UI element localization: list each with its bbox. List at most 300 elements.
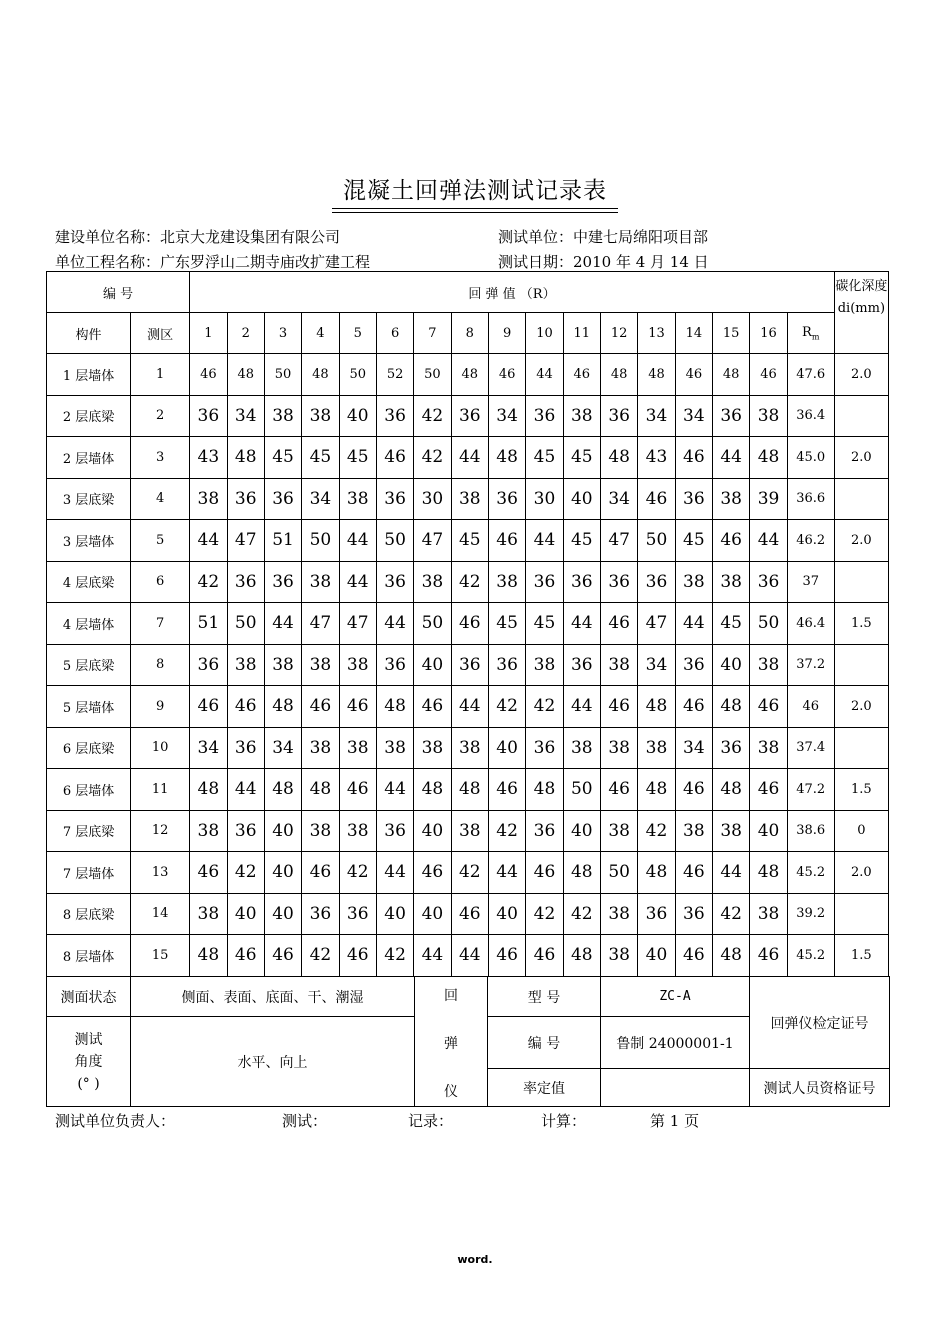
cell-rebound-value: 46 xyxy=(675,852,712,894)
cell-rebound-value: 47 xyxy=(638,603,675,645)
cell-member: 8 层墙体 xyxy=(47,935,131,977)
cell-rebound-value: 38 xyxy=(750,395,787,437)
cell-member: 1 层墙体 xyxy=(47,354,131,396)
cell-rebound-value: 50 xyxy=(302,520,339,562)
cell-zone: 10 xyxy=(131,727,190,769)
cell-rebound-value: 44 xyxy=(713,852,750,894)
cell-rebound-value: 38 xyxy=(264,395,301,437)
cell-rebound-value: 46 xyxy=(190,852,227,894)
cell-member: 7 层底梁 xyxy=(47,810,131,852)
footer-tester: 测试： xyxy=(282,1112,328,1130)
cell-rebound-value: 46 xyxy=(376,437,413,479)
cell-rebound-value: 36 xyxy=(227,478,264,520)
cell-rebound-value: 46 xyxy=(488,769,525,811)
cell-zone: 15 xyxy=(131,935,190,977)
cell-rebound-value: 42 xyxy=(190,561,227,603)
cell-rebound-value: 46 xyxy=(302,852,339,894)
table-row xyxy=(47,644,889,686)
cell-rebound-value: 36 xyxy=(376,561,413,603)
table-row xyxy=(47,561,889,603)
cell-rebound-value: 44 xyxy=(190,520,227,562)
cell-rebound-value: 40 xyxy=(488,727,525,769)
cell-rebound-value: 46 xyxy=(600,603,637,645)
cell-rebound-value: 48 xyxy=(376,686,413,728)
cell-carbonation: 2.0 xyxy=(834,686,888,728)
cell-rebound-value: 50 xyxy=(638,520,675,562)
cell-rebound-value: 46 xyxy=(526,935,563,977)
table-row xyxy=(47,478,889,520)
cell-zone: 14 xyxy=(131,893,190,935)
cell-rebound-value: 42 xyxy=(302,935,339,977)
cell-rebound-value: 38 xyxy=(302,727,339,769)
cell-rebound-value: 47 xyxy=(600,520,637,562)
cell-rebound-value: 48 xyxy=(190,935,227,977)
cell-rebound-value: 38 xyxy=(563,727,600,769)
cell-rebound-value: 38 xyxy=(190,893,227,935)
header-col-14: 14 xyxy=(675,313,712,354)
table-row xyxy=(47,354,889,396)
cell-rm: 47.2 xyxy=(787,769,834,811)
cell-zone: 5 xyxy=(131,520,190,562)
title-underline xyxy=(332,208,618,209)
cell-rebound-value: 38 xyxy=(750,893,787,935)
cell-zone: 11 xyxy=(131,769,190,811)
cell-rebound-value: 38 xyxy=(264,644,301,686)
cell-carbonation: 0 xyxy=(834,810,888,852)
cell-rebound-value: 47 xyxy=(339,603,376,645)
cell-rebound-value: 48 xyxy=(713,935,750,977)
cell-rebound-value: 40 xyxy=(638,935,675,977)
header-col-3: 3 xyxy=(264,313,301,354)
cell-rebound-value: 46 xyxy=(600,769,637,811)
cell-rebound-value: 45 xyxy=(302,437,339,479)
cell-rebound-value: 48 xyxy=(451,769,488,811)
header-col-15: 15 xyxy=(713,313,750,354)
cell-rm: 47.6 xyxy=(787,354,834,396)
rebound-table xyxy=(46,271,889,977)
cell-rebound-value: 45 xyxy=(563,437,600,479)
cell-member: 6 层墙体 xyxy=(47,769,131,811)
cell-rm: 46 xyxy=(787,686,834,728)
cell-rebound-value: 36 xyxy=(190,395,227,437)
cell-rebound-value: 34 xyxy=(488,395,525,437)
surface-label: 测面状态 xyxy=(47,977,131,1017)
cell-rebound-value: 50 xyxy=(227,603,264,645)
cell-rebound-value: 48 xyxy=(750,852,787,894)
cell-zone: 4 xyxy=(131,478,190,520)
cell-rebound-value: 48 xyxy=(713,769,750,811)
angle-value: 水平、向上 xyxy=(131,1017,415,1107)
header-col-11: 11 xyxy=(563,313,600,354)
build-unit: 建设单位名称：北京大龙建设集团有限公司 xyxy=(55,228,341,246)
table-row xyxy=(47,769,889,811)
header-col-2: 2 xyxy=(227,313,264,354)
cell-rebound-value: 40 xyxy=(414,644,451,686)
cell-rebound-value: 46 xyxy=(750,935,787,977)
cell-rebound-value: 44 xyxy=(376,603,413,645)
cell-rebound-value: 44 xyxy=(414,935,451,977)
cell-rebound-value: 48 xyxy=(638,852,675,894)
instrument-char-1: 回 xyxy=(444,988,458,1004)
cert-instrument: 回弹仪检定证号 xyxy=(750,977,890,1069)
cell-rebound-value: 46 xyxy=(339,686,376,728)
cell-rebound-value: 38 xyxy=(675,810,712,852)
cell-rebound-value: 46 xyxy=(339,769,376,811)
cell-rebound-value: 47 xyxy=(414,520,451,562)
cell-rebound-value: 36 xyxy=(713,395,750,437)
cell-rebound-value: 36 xyxy=(713,727,750,769)
cell-rebound-value: 36 xyxy=(563,561,600,603)
header-rebound: 回 弹 值 （R） xyxy=(190,272,835,313)
cell-rebound-value: 34 xyxy=(190,727,227,769)
cell-rebound-value: 44 xyxy=(563,686,600,728)
cell-rm: 37 xyxy=(787,561,834,603)
footer-page: 第 1 页 xyxy=(650,1112,700,1130)
header-member: 构件 xyxy=(47,313,131,354)
cell-rebound-value: 43 xyxy=(638,437,675,479)
cell-rebound-value: 38 xyxy=(713,810,750,852)
footer-recorder: 记录： xyxy=(408,1112,454,1130)
table-row xyxy=(47,935,889,977)
header-col-6: 6 xyxy=(376,313,413,354)
cell-zone: 9 xyxy=(131,686,190,728)
cell-rebound-value: 38 xyxy=(526,644,563,686)
cell-rebound-value: 42 xyxy=(713,893,750,935)
header-col-16: 16 xyxy=(750,313,787,354)
cell-rebound-value: 46 xyxy=(600,686,637,728)
cell-rebound-value: 36 xyxy=(264,561,301,603)
cell-rebound-value: 46 xyxy=(190,354,227,396)
cell-rebound-value: 46 xyxy=(563,354,600,396)
model-value: ZC-A xyxy=(601,977,750,1017)
cell-rebound-value: 44 xyxy=(227,769,264,811)
cell-rebound-value: 42 xyxy=(526,686,563,728)
cell-rebound-value: 30 xyxy=(526,478,563,520)
cell-rebound-value: 36 xyxy=(302,893,339,935)
cell-rebound-value: 39 xyxy=(750,478,787,520)
cell-rebound-value: 50 xyxy=(264,354,301,396)
cell-rebound-value: 44 xyxy=(675,603,712,645)
cell-member: 3 层底梁 xyxy=(47,478,131,520)
cell-rebound-value: 46 xyxy=(227,686,264,728)
cell-rebound-value: 36 xyxy=(600,395,637,437)
cell-rebound-value: 46 xyxy=(488,935,525,977)
cell-rebound-value: 50 xyxy=(600,852,637,894)
cell-rebound-value: 34 xyxy=(600,478,637,520)
cell-rebound-value: 36 xyxy=(526,810,563,852)
cell-rebound-value: 42 xyxy=(414,395,451,437)
test-unit: 测试单位：中建七局绵阳项目部 xyxy=(498,228,709,246)
cell-rebound-value: 48 xyxy=(190,769,227,811)
cell-rebound-value: 38 xyxy=(190,478,227,520)
cell-rebound-value: 46 xyxy=(488,354,525,396)
cell-rebound-value: 46 xyxy=(675,686,712,728)
cell-rebound-value: 46 xyxy=(675,769,712,811)
cell-rebound-value: 36 xyxy=(451,644,488,686)
cell-rebound-value: 46 xyxy=(713,520,750,562)
cell-rebound-value: 45 xyxy=(451,520,488,562)
cell-rebound-value: 44 xyxy=(451,437,488,479)
cell-rebound-value: 47 xyxy=(302,603,339,645)
cell-rebound-value: 40 xyxy=(563,478,600,520)
cell-rebound-value: 51 xyxy=(264,520,301,562)
table-row xyxy=(47,810,889,852)
cell-carbonation: 1.5 xyxy=(834,769,888,811)
cell-rebound-value: 40 xyxy=(376,893,413,935)
cell-rebound-value: 36 xyxy=(526,727,563,769)
cell-rebound-value: 44 xyxy=(563,603,600,645)
cell-rebound-value: 45 xyxy=(339,437,376,479)
cell-rebound-value: 38 xyxy=(600,893,637,935)
cell-rebound-value: 46 xyxy=(190,686,227,728)
cell-carbonation xyxy=(834,727,888,769)
angle-label-1: 测试 xyxy=(74,1031,103,1048)
cell-rebound-value: 36 xyxy=(227,810,264,852)
cell-rebound-value: 38 xyxy=(302,644,339,686)
cell-rebound-value: 36 xyxy=(526,395,563,437)
cell-member: 3 层墙体 xyxy=(47,520,131,562)
cell-rebound-value: 48 xyxy=(264,686,301,728)
cell-rebound-value: 38 xyxy=(339,810,376,852)
table-row xyxy=(47,520,889,562)
cell-rebound-value: 36 xyxy=(376,810,413,852)
number-value: 鲁制 24000001-1 xyxy=(601,1017,750,1069)
cell-rebound-value: 40 xyxy=(414,893,451,935)
cell-rm: 39.2 xyxy=(787,893,834,935)
angle-label-3: (° ) xyxy=(77,1075,100,1092)
number-label: 编 号 xyxy=(488,1017,601,1069)
cell-zone: 12 xyxy=(131,810,190,852)
cell-rebound-value: 44 xyxy=(339,561,376,603)
cell-rebound-value: 40 xyxy=(264,810,301,852)
cell-rebound-value: 50 xyxy=(376,520,413,562)
page-title: 混凝土回弹法测试记录表 xyxy=(343,178,607,204)
instrument-char-3: 仪 xyxy=(444,1084,458,1100)
table-row xyxy=(47,852,889,894)
cell-rebound-value: 40 xyxy=(339,395,376,437)
cell-zone: 8 xyxy=(131,644,190,686)
cell-rebound-value: 42 xyxy=(227,852,264,894)
cert-personnel: 测试人员资格证号 xyxy=(750,1069,890,1107)
cell-rebound-value: 34 xyxy=(638,395,675,437)
cell-rebound-value: 48 xyxy=(302,354,339,396)
cell-rebound-value: 46 xyxy=(750,769,787,811)
cell-member: 7 层墙体 xyxy=(47,852,131,894)
cell-member: 5 层墙体 xyxy=(47,686,131,728)
angle-label-2: 角度 xyxy=(74,1053,103,1070)
cell-rebound-value: 44 xyxy=(451,686,488,728)
table-row xyxy=(47,893,889,935)
cell-rebound-value: 38 xyxy=(227,644,264,686)
cell-rebound-value: 40 xyxy=(414,810,451,852)
cell-rm: 45.0 xyxy=(787,437,834,479)
header-carbonation: 碳化深度di(mm) xyxy=(834,272,888,354)
cell-member: 5 层底梁 xyxy=(47,644,131,686)
cell-rebound-value: 38 xyxy=(600,935,637,977)
cell-rebound-value: 40 xyxy=(563,810,600,852)
cell-rebound-value: 48 xyxy=(227,437,264,479)
cell-rebound-value: 48 xyxy=(264,769,301,811)
cell-rebound-value: 36 xyxy=(675,478,712,520)
cell-rebound-value: 46 xyxy=(638,478,675,520)
cell-carbonation xyxy=(834,644,888,686)
header-col-1: 1 xyxy=(190,313,227,354)
cell-rebound-value: 36 xyxy=(376,644,413,686)
cell-rebound-value: 45 xyxy=(563,520,600,562)
cell-rebound-value: 46 xyxy=(302,686,339,728)
table-row xyxy=(47,727,889,769)
cell-rebound-value: 44 xyxy=(376,769,413,811)
cell-rebound-value: 44 xyxy=(488,852,525,894)
cell-rebound-value: 38 xyxy=(451,727,488,769)
cell-zone: 2 xyxy=(131,395,190,437)
table-row xyxy=(47,395,889,437)
cell-rebound-value: 38 xyxy=(713,561,750,603)
cell-rebound-value: 48 xyxy=(600,354,637,396)
cell-rebound-value: 36 xyxy=(376,395,413,437)
cell-rebound-value: 38 xyxy=(638,727,675,769)
cell-rebound-value: 38 xyxy=(600,810,637,852)
cell-rebound-value: 42 xyxy=(451,852,488,894)
cell-rebound-value: 38 xyxy=(376,727,413,769)
cell-rebound-value: 38 xyxy=(414,727,451,769)
cell-rebound-value: 36 xyxy=(750,561,787,603)
cell-rebound-value: 36 xyxy=(227,727,264,769)
cell-rebound-value: 52 xyxy=(376,354,413,396)
header-col-7: 7 xyxy=(414,313,451,354)
cell-zone: 7 xyxy=(131,603,190,645)
cell-rebound-value: 36 xyxy=(675,893,712,935)
cell-rebound-value: 45 xyxy=(488,603,525,645)
cell-rebound-value: 45 xyxy=(526,603,563,645)
cell-rebound-value: 44 xyxy=(526,520,563,562)
cell-rebound-value: 46 xyxy=(227,935,264,977)
cell-rebound-value: 38 xyxy=(600,727,637,769)
cell-rebound-value: 36 xyxy=(339,893,376,935)
cell-rebound-value: 48 xyxy=(600,437,637,479)
cell-rebound-value: 50 xyxy=(563,769,600,811)
cell-member: 6 层底梁 xyxy=(47,727,131,769)
cell-rebound-value: 48 xyxy=(302,769,339,811)
cell-rebound-value: 34 xyxy=(675,727,712,769)
cell-rebound-value: 42 xyxy=(638,810,675,852)
cell-rebound-value: 38 xyxy=(339,727,376,769)
cell-rebound-value: 45 xyxy=(526,437,563,479)
cell-rebound-value: 36 xyxy=(190,644,227,686)
cell-rebound-value: 44 xyxy=(451,935,488,977)
cell-rm: 45.2 xyxy=(787,935,834,977)
cell-rebound-value: 36 xyxy=(675,644,712,686)
cell-rm: 45.2 xyxy=(787,852,834,894)
cell-rebound-value: 38 xyxy=(675,561,712,603)
cell-member: 8 层底梁 xyxy=(47,893,131,935)
surface-value: 侧面、表面、底面、干、潮湿 xyxy=(131,977,415,1017)
cell-rebound-value: 48 xyxy=(638,686,675,728)
cell-rebound-value: 40 xyxy=(488,893,525,935)
cell-carbonation: 1.5 xyxy=(834,935,888,977)
instrument-table xyxy=(46,976,890,1107)
project-name: 单位工程名称：广东罗浮山二期寺庙改扩建工程 xyxy=(55,253,371,271)
cell-rebound-value: 46 xyxy=(675,354,712,396)
cell-rebound-value: 42 xyxy=(451,561,488,603)
cell-member: 4 层墙体 xyxy=(47,603,131,645)
cell-rebound-value: 46 xyxy=(750,686,787,728)
cell-rebound-value: 36 xyxy=(563,644,600,686)
cell-rebound-value: 36 xyxy=(488,478,525,520)
cell-rebound-value: 36 xyxy=(600,561,637,603)
footer-calc: 计算： xyxy=(541,1112,587,1130)
cell-rebound-value: 34 xyxy=(675,395,712,437)
cell-rebound-value: 38 xyxy=(563,395,600,437)
cell-rebound-value: 38 xyxy=(339,478,376,520)
cell-rm: 36.4 xyxy=(787,395,834,437)
table-row xyxy=(47,686,889,728)
cell-carbonation: 2.0 xyxy=(834,437,888,479)
table-row xyxy=(47,437,889,479)
cell-rebound-value: 44 xyxy=(750,520,787,562)
cell-rebound-value: 48 xyxy=(713,354,750,396)
header-col-5: 5 xyxy=(339,313,376,354)
cell-rebound-value: 48 xyxy=(414,769,451,811)
cell-carbonation: 2.0 xyxy=(834,852,888,894)
cell-member: 4 层底梁 xyxy=(47,561,131,603)
cell-rebound-value: 44 xyxy=(264,603,301,645)
cell-rebound-value: 46 xyxy=(264,935,301,977)
cell-rebound-value: 45 xyxy=(713,603,750,645)
cell-rebound-value: 42 xyxy=(339,852,376,894)
cell-rm: 37.2 xyxy=(787,644,834,686)
cell-rebound-value: 45 xyxy=(675,520,712,562)
cell-zone: 13 xyxy=(131,852,190,894)
header-col-4: 4 xyxy=(302,313,339,354)
cell-rebound-value: 40 xyxy=(750,810,787,852)
cell-rebound-value: 38 xyxy=(451,810,488,852)
header-rm xyxy=(787,313,834,354)
cell-rebound-value: 40 xyxy=(227,893,264,935)
header-col-12: 12 xyxy=(600,313,637,354)
cell-rebound-value: 44 xyxy=(339,520,376,562)
cell-carbonation xyxy=(834,395,888,437)
header-bianhao: 编 号 xyxy=(47,272,190,313)
cell-rebound-value: 48 xyxy=(563,852,600,894)
cell-carbonation: 2.0 xyxy=(834,354,888,396)
cell-rebound-value: 38 xyxy=(339,644,376,686)
cell-rebound-value: 38 xyxy=(750,727,787,769)
cell-rebound-value: 50 xyxy=(414,603,451,645)
cell-rebound-value: 46 xyxy=(675,437,712,479)
cell-rebound-value: 36 xyxy=(638,561,675,603)
instrument-label xyxy=(415,977,488,1107)
cell-rebound-value: 46 xyxy=(488,520,525,562)
cell-rebound-value: 42 xyxy=(376,935,413,977)
cell-rebound-value: 38 xyxy=(451,478,488,520)
header-zone: 测区 xyxy=(131,313,190,354)
cell-rebound-value: 48 xyxy=(713,686,750,728)
cell-rebound-value: 38 xyxy=(302,561,339,603)
header-col-8: 8 xyxy=(451,313,488,354)
cell-rebound-value: 50 xyxy=(750,603,787,645)
cell-rebound-value: 43 xyxy=(190,437,227,479)
cell-rebound-value: 48 xyxy=(563,935,600,977)
cell-rebound-value: 42 xyxy=(526,893,563,935)
cell-carbonation: 1.5 xyxy=(834,603,888,645)
cell-rebound-value: 50 xyxy=(414,354,451,396)
cell-rm: 38.6 xyxy=(787,810,834,852)
model-label: 型 号 xyxy=(488,977,601,1017)
cell-rm: 46.2 xyxy=(787,520,834,562)
cell-rebound-value: 46 xyxy=(451,893,488,935)
cell-carbonation: 2.0 xyxy=(834,520,888,562)
